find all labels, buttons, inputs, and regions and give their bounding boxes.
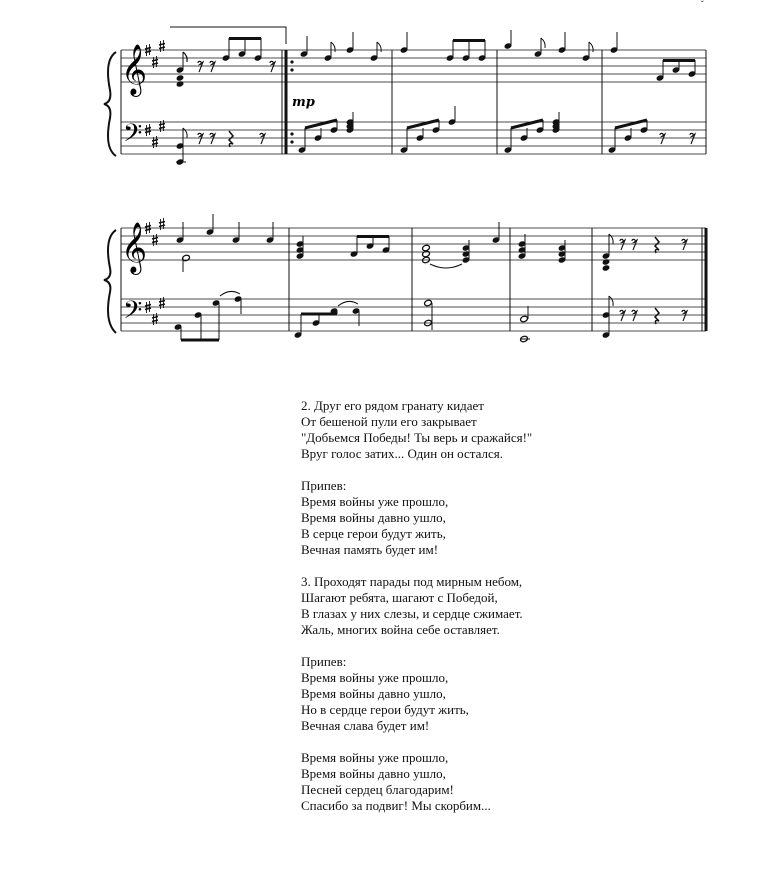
- svg-text:𝄢: 𝄢: [123, 296, 143, 331]
- dynamic-marking: mp: [292, 95, 315, 110]
- lyric-line: Время войны давно ушло,: [301, 686, 446, 701]
- final-chorus: [301, 750, 701, 814]
- chorus-1: [301, 478, 701, 558]
- lyric-line: От бешеной пули его закрывает: [301, 414, 477, 429]
- corner-mark: ˇ: [700, 0, 704, 11]
- lyric-line: Вруг голос затих... Один он остался.: [301, 446, 503, 461]
- lyric-line: В глазах у них слезы, и сердце сжимает.: [301, 606, 523, 621]
- lyric-line: Время войны уже прошло,: [301, 750, 449, 765]
- lyric-line: Припев:: [301, 478, 347, 493]
- lyric-line: Песней сердец благодарим!: [301, 782, 454, 797]
- treble-clef: 𝄞: [121, 44, 148, 95]
- lyric-line: "Добьемся Победы! Ты верь и сражайся!": [301, 430, 533, 445]
- brace: [104, 52, 116, 156]
- lyric-line: Вечная слава будет им!: [301, 718, 430, 733]
- lyric-line: Время войны уже прошло,: [301, 670, 449, 685]
- verse-3: [301, 574, 701, 638]
- lyric-line: Время войны уже прошло,: [301, 494, 449, 509]
- treble-staff-1: [121, 50, 706, 82]
- lyric-line: Вечная память будет им!: [301, 542, 439, 557]
- lyric-line: Спасибо за подвиг! Мы скорбим...: [301, 798, 491, 813]
- chorus-2: [301, 654, 701, 734]
- lyric-line: Припев:: [301, 654, 347, 669]
- lyric-line: Время войны давно ушло,: [301, 766, 446, 781]
- lyric-line: В серце герои будут жить,: [301, 526, 446, 541]
- lyric-line: Время войны давно ушло,: [301, 510, 446, 525]
- system-1: [104, 27, 706, 166]
- lyric-line: Шагают ребята, шагают с Победой,: [301, 590, 498, 605]
- lyrics-block: [301, 398, 701, 830]
- lyric-line: 2. Друг его рядом гранату кидает: [301, 398, 484, 413]
- lyric-line: Жаль, многих война себе оставляет.: [301, 622, 500, 637]
- svg-text:𝄞: 𝄞: [121, 222, 148, 273]
- system-2: [104, 214, 706, 343]
- bass-staff-2: [121, 299, 706, 331]
- volta-bracket: [170, 27, 286, 44]
- lyric-line: 3. Проходят парады под мирным небом,: [301, 574, 523, 589]
- verse-2: [301, 398, 701, 462]
- bass-clef: 𝄢: [123, 119, 143, 154]
- sheet-music-score: [0, 0, 780, 380]
- lyric-line: Но в сердце герои будут жить,: [301, 702, 469, 717]
